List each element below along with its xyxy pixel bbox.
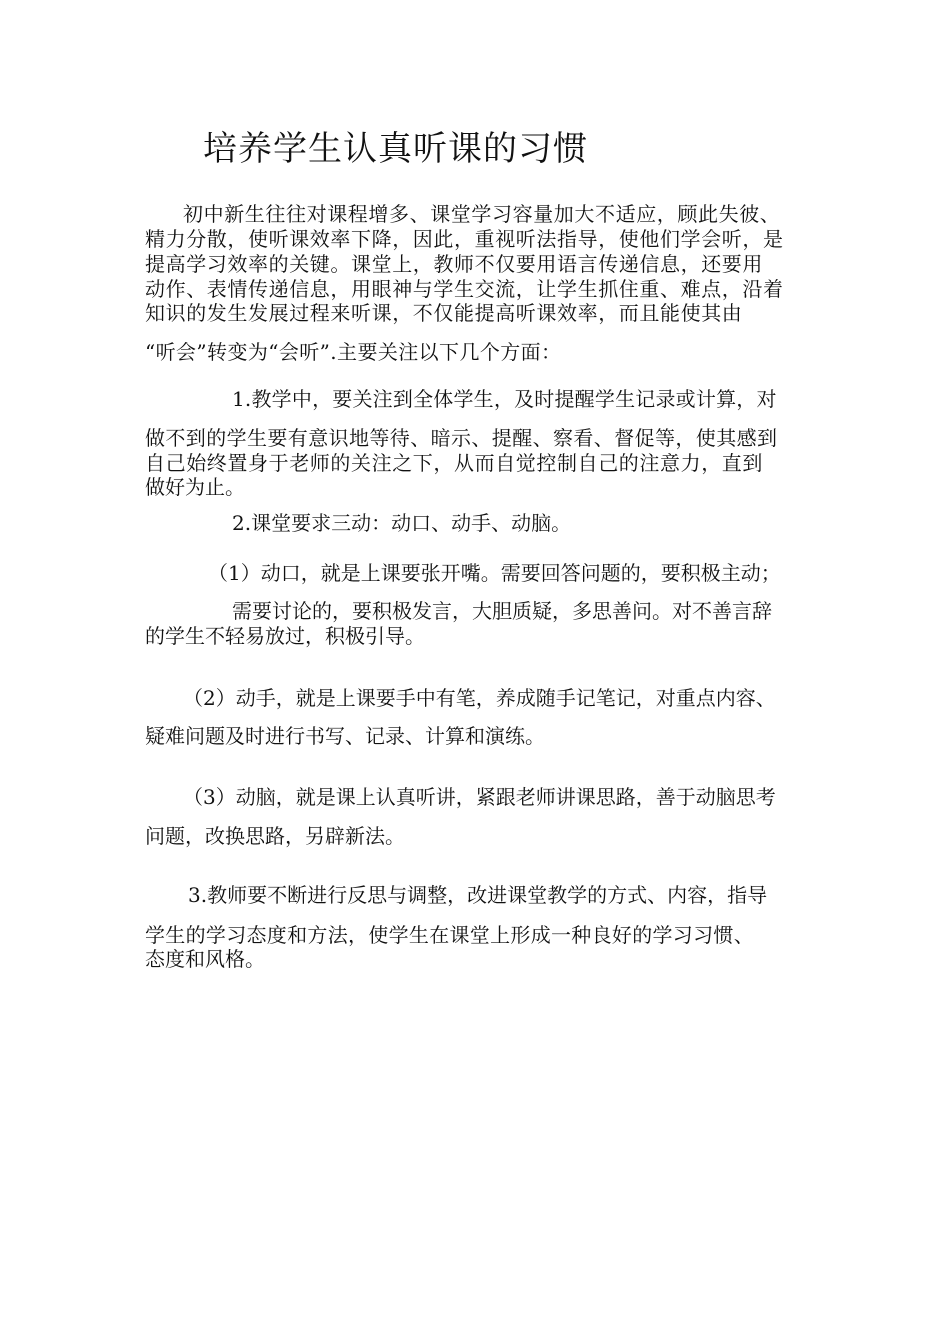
document-title: 培养学生认真听课的习惯 — [203, 129, 588, 169]
intro-line-2: 精力分散，使听课效率下降，因此，重视听法指导，使他们学会听，是 — [145, 227, 784, 251]
point1-line-3: 自己始终置身于老师的关注之下，从而自觉控制自己的注意力，直到 — [145, 451, 763, 475]
point3-line-1: 3.教师要不断进行反思与调整，改进课堂教学的方式、内容，指导 — [188, 883, 768, 907]
sub1-line-1: （1）动口，就是上课要张开嘴。需要回答问题的，要积极主动； — [208, 561, 781, 585]
sub3-line-2: 问题，改换思路，另辟新法。 — [145, 824, 405, 848]
intro-line-5: 知识的发生发展过程来听课，不仅能提高听课效率，而且能使其由 — [145, 301, 743, 325]
sub2-line-2: 疑难问题及时进行书写、记录、计算和演练。 — [145, 724, 545, 748]
point3-line-3: 态度和风格。 — [145, 947, 265, 971]
sub1-line-3: 的学生不轻易放过，积极引导。 — [145, 624, 425, 648]
point1-line-2: 做不到的学生要有意识地等待、暗示、提醒、察看、督促等，使其感到 — [145, 426, 778, 450]
point2-line: 2.课堂要求三动：动口、动手、动脑。 — [232, 511, 572, 535]
point1-line-1: 1.教学中，要关注到全体学生，及时提醒学生记录或计算，对 — [232, 387, 777, 411]
intro-line-6: “听会”转变为“会听”.主要关注以下几个方面： — [145, 340, 562, 364]
intro-line-4: 动作、表情传递信息，用眼神与学生交流，让学生抓住重、难点，沿着 — [145, 277, 784, 301]
intro-line-1: 初中新生往往对课程增多、课堂学习容量加大不适应，顾此失彼、 — [183, 202, 781, 226]
sub3-line-1: （3）动脑，就是课上认真听讲，紧跟老师讲课思路，善于动脑思考 — [183, 785, 776, 809]
sub1-line-2: 需要讨论的，要积极发言，大胆质疑，多思善问。对不善言辞 — [232, 599, 772, 623]
intro-line-3: 提高学习效率的关键。课堂上，教师不仅要用语言传递信息，还要用 — [145, 252, 763, 276]
point1-line-4: 做好为止。 — [145, 475, 245, 499]
point3-line-2: 学生的学习态度和方法，使学生在课堂上形成一种良好的学习习惯、 — [145, 923, 754, 947]
sub2-line-1: （2）动手，就是上课要手中有笔，养成随手记笔记，对重点内容、 — [183, 686, 776, 710]
